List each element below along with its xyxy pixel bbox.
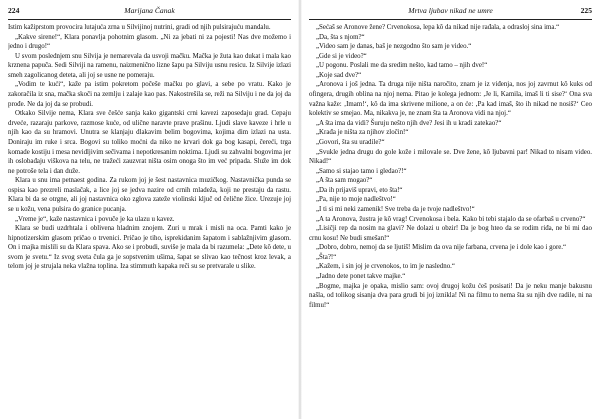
paragraph: „Svukle jedna drugu do gole kože i milovale se. Dve žene, kô ljubavni par! Nikad to nisam video. Nikad!“ <box>309 148 592 166</box>
paragraph: „Kakve sirene!“, Klara ponavlja pohotnim glasom. „Ni za jebati ni za pojesti! Nas dve možemo i jedno i drugo!“ <box>8 33 291 51</box>
right-page <box>309 0 592 419</box>
left-header-rule <box>8 19 291 20</box>
left-running-head <box>8 6 291 18</box>
book-gutter <box>298 0 302 419</box>
paragraph: Otkako Silvije nema, Klara sve češće sanja kako gigantski crni kavezi zaposedaju grad. Cepaju drveće, razaraju parkove, razmose kuće, od ulične naravte prave prašinu. Ljudi slave kaveze i hrle u njih kao da su hramovi. Unutra se klanjaju dlakavim belim bogovima, kojima dim izlazi na usta. Doniraju im ruke i srca. Bogovi su toliko moćni da niko ne krvari dok ga bog kasapi, čereći, trga komade kostiju i mesa nevidljivim sečivama i nepotkresanim noktima. Ljudi su zahvalni bogovima jer ih oslobađaju viškova na telu, ne tražeći zauzvrat ništa osim onoga što im već pripada. Služe im dok ne potroše tela i dan duže. <box>8 110 291 175</box>
paragraph: Istim kažiprstom provocira lutajuća zrna u Silvijinoj nutrini, gradi od njih pulsirajuću mandalu. <box>8 24 271 31</box>
left-running-title: Marijana Čanak <box>124 6 175 15</box>
right-running-title: Mrtva ljubav nikad ne umre <box>408 6 493 15</box>
paragraph: „Vreme je“, kaže nastavnica i povuče je ka ulazu u kavez. <box>15 215 175 223</box>
paragraph: „U pogonu. Poslali me da sredim nešto, kad tamo – njih dve!“ <box>316 62 488 70</box>
paragraph: „I ti si mi neki zamenik! Sve treba da je tvoje nadleštvo!“ <box>316 205 475 213</box>
paragraph: Klara se budi uzdrhtala i oblivena hladnim znojem. Zuri u mrak i misli na oca. Pamti kako je hipnotizerskim glasom pričao o trvenici. Pričao je tiho, isprekidanim šapatom i sablažnjivim glasom. On i majka mislili su da Klara spava. Ako se i probudi, suviše je mala da bi razumela: „Dete kô dete, u svom je svetu.“ Iz svog sveta čula ga je sopstvenim ušima, šapat se slivao kao tečnost kroz levak, a telom joj je strujala neka vlažna toplina. Iza stimmuth kapaka reči su se pretvarale u slike. <box>8 225 291 271</box>
left-body-text <box>8 23 291 272</box>
paragraph: „Samo si stajao tamo i gledao?!“ <box>316 167 407 175</box>
paragraph: „Bogme, majka je opaka, mislio sam: ovoj drugoj kožu ćeš posisati! Da je neku manje bakusnu našla, od tolikog sisanja dva para grudi bi joj iznikla! Ni na filmu to nema šta su njih dve radile, ni na filmu!“ <box>309 282 592 309</box>
paragraph: „Aronova i još jedna. Ta druga nije ništa naročito, znam je iz viđenja, nos joj zavrnut kô kuks od ofingera, drugih oblina na njoj nema. Pitao je kolega jednom: ‚Je li, Kamila, imaš li ti sise?‘ Ona sva važna kaže: ‚Imam!‘, kô da ima skrivene milione, a on će: ‚Pa kad imaš, što ih nikad ne nosiš?‘ Ceo kolektiv se smejao. Ma, nikakva je, ne znam šta ta Aronova vidi na njoj.“ <box>309 81 592 118</box>
paragraph: U svom poslednjem snu Silvija je nemarevala da usvoji mačku. Mačka je žuta kao dukat i mala kao krznena papuča. Sedi Silviji na ramenu, naizmenično lizne šapu pa Silviju usnu resicu. Iz Silvije izlazi smeh zagolicanog deteta, ali joj se usne ne pomeraju. <box>8 52 291 79</box>
paragraph: „A šta ima da vidi? Šuruju nešto njih dve? Jesi ih u kradi zatekao?“ <box>316 119 502 127</box>
paragraph: „Gde si je video?“ <box>316 52 367 60</box>
paragraph: „Da, šta s njom?“ <box>316 33 365 41</box>
right-body-text <box>309 23 592 310</box>
right-running-head <box>309 6 592 18</box>
paragraph: „Pa, nije to moje nadleštvo!“ <box>316 196 396 204</box>
paragraph: „Da ih prijaviš upravi, eto šta!“ <box>316 186 403 194</box>
left-page <box>8 0 291 419</box>
paragraph: „Kažem, i sin joj je crvenokos, to im je nasledno.“ <box>316 263 455 271</box>
paragraph: „Govori, šta su uradile?“ <box>316 138 385 146</box>
paragraph: „A šta sam mogao?“ <box>316 177 373 185</box>
paragraph: „Sećaš se Aronove žene? Crvenokosa, lepa kô da nikad nije rađala, a odrasloj sina ima.“ <box>316 24 560 31</box>
paragraph: „Šta?!“ <box>316 253 337 261</box>
paragraph: „Koje sad dve?“ <box>316 71 362 79</box>
left-page-number: 224 <box>8 6 20 15</box>
paragraph: „Lisičji rep da nosim na glavi? Ne dolazi u obzir! Da je bog hteo da se rodim riđa, ne bi mi dao crnu kosu! Ne budi smešan!“ <box>309 225 592 242</box>
paragraph: „Video sam je danas, baš je nezgodno što sam je video.“ <box>316 43 472 51</box>
right-page-number: 225 <box>580 6 592 15</box>
paragraph: „A ta Aronova, žustra je kô vrag! Crvenokosa i bela. Kako bi tebi stajalo da se ofarbaš u crveno?“ <box>316 215 586 223</box>
paragraph: „Dobro, dobro, nemoj da se ljutiš! Mislim da ova nije farbana, crvena je i dole kao i gore.“ <box>316 244 567 252</box>
paragraph: Klara u snu ima petnaest godina. Za rukom joj je šest nastavnica muzičkog. Nastavnička punda se ospisa kao prezreli maslačak, a lice joj se jedva nazire od crnih mladeža, koji ne prestaju da rastu. Klara bi da se otrgne, ali joj nastavnica oko zglova zateže violinski ključ od čelične žice. Urezuje joj se u kožu, vena pulsira do granice pucanja. <box>8 177 291 213</box>
right-header-rule <box>309 19 592 20</box>
paragraph: „Vodim te kući“, kaže pa istim pokretom počeše mačku po glavi, a sebe po vratu. Kako je zakoračila iz sna, mačka skoči na zemlju i zalaje kao pas. Nakostrešila se, reži na Silviju i ne da joj da prođe. Ne da joj da se probudi. <box>8 81 291 108</box>
paragraph: „Jadno dete ponet takve majke.“ <box>316 273 406 281</box>
paragraph: „Krađa je ništa za njihov zločin!“ <box>316 129 409 137</box>
